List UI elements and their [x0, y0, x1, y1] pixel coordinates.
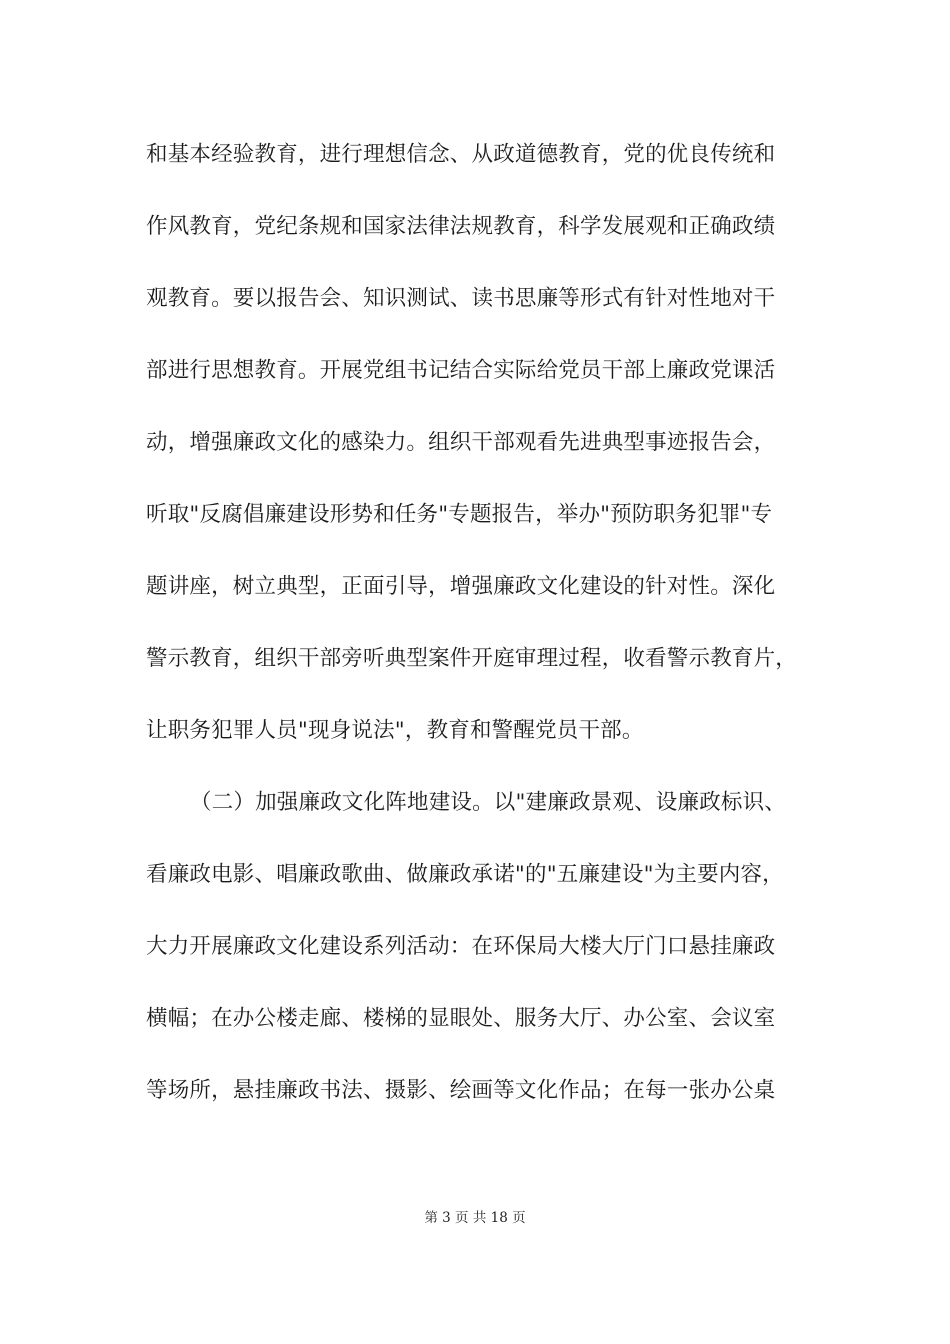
body-text-line-1: 和基本经验教育，进行理想信念、从政道德教育，党的优良传统和	[146, 142, 776, 167]
body-text-line-14: 等场所，悬挂廉政书法、摄影、绘画等文化作品；在每一张办公桌	[146, 1078, 776, 1103]
body-text-line-8: 警示教育，组织干部旁听典型案件开庭审理过程，收看警示教育片，	[146, 646, 798, 671]
body-text-line-13: 横幅；在办公楼走廊、楼梯的显眼处、服务大厅、办公室、会议室	[146, 1006, 776, 1031]
body-text-line-6: 听取"反腐倡廉建设形势和任务"专题报告，举办"预防职务犯罪"专	[146, 502, 773, 527]
body-text-line-7: 题讲座，树立典型，正面引导，增强廉政文化建设的针对性。深化	[146, 574, 776, 599]
page-footer	[0, 1208, 950, 1228]
body-text-line-11: 看廉政电影、唱廉政歌曲、做廉政承诺"的"五廉建设"为主要内容，	[146, 862, 784, 887]
page-number: 第 3 页 共 18 页	[424, 1210, 526, 1226]
body-text-line-5: 动，增强廉政文化的感染力。组织干部观看先进典型事迹报告会，	[146, 430, 776, 455]
paragraph-heading-line: （二）加强廉政文化阵地建设。以"建廉政景观、设廉政标识、	[190, 790, 786, 815]
body-text-line-9: 让职务犯罪人员"现身说法"，教育和警醒党员干部。	[146, 718, 644, 743]
body-text-line-2: 作风教育，党纪条规和国家法律法规教育，科学发展观和正确政绩	[146, 214, 776, 239]
body-text-line-4: 部进行思想教育。开展党组书记结合实际给党员干部上廉政党课活	[146, 358, 776, 383]
body-text-line-3: 观教育。要以报告会、知识测试、读书思廉等形式有针对性地对干	[146, 286, 776, 311]
body-text-line-12: 大力开展廉政文化建设系列活动：在环保局大楼大厅门口悬挂廉政	[146, 934, 776, 959]
